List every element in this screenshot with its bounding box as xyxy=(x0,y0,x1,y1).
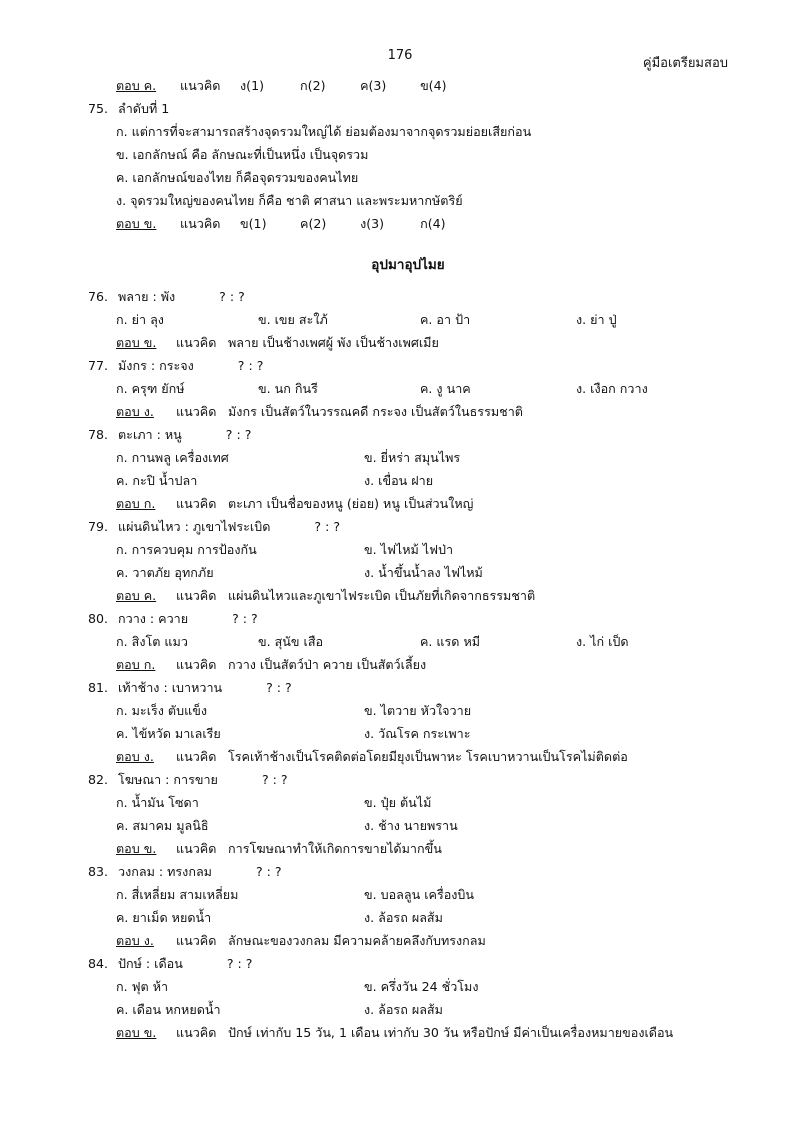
question-77 xyxy=(88,354,728,377)
question-mark: ? : ? xyxy=(226,956,253,971)
question-83 xyxy=(88,860,728,883)
question-mark: ? : ? xyxy=(261,772,288,787)
question-mark: ? : ? xyxy=(237,358,264,373)
answer-label: แนวคิด xyxy=(176,404,217,419)
answer-label: แนวคิด xyxy=(176,841,217,856)
choice-option: ค. เดือน หกหยดน้ำ xyxy=(116,1002,221,1017)
sequence-item: ก(2) xyxy=(300,78,326,93)
statement-line: ค. เอกลักษณ์ของไทย ก็คือจุดรวมของคนไทย xyxy=(116,170,359,185)
choice-option: ง. เขื่อน ฝาย xyxy=(364,473,434,488)
answer-explanation: พลาย เป็นช้างเพศผู้ พัง เป็นช้างเพศเมีย xyxy=(228,335,439,350)
answer-label: แนวคิด xyxy=(176,933,217,948)
sequence-item: ข(1) xyxy=(240,216,267,231)
sequence-item: ง(1) xyxy=(240,78,265,93)
answer-label: แนวคิด xyxy=(180,78,221,93)
question-stem: โฆษณา : การขาย xyxy=(118,772,218,787)
choice-row xyxy=(88,308,728,331)
choice-row xyxy=(88,906,728,929)
choice-option: ง. ไก่ เป็ด xyxy=(576,634,629,649)
answer-label: แนวคิด xyxy=(176,588,217,603)
question-mark: ? : ? xyxy=(232,611,258,626)
choice-option: ก. สิงโต แมว xyxy=(116,634,188,649)
choice-option: ง. วัณโรค กระเพาะ xyxy=(364,726,471,741)
choice-option: ข. ไฟไหม้ ไฟป่า xyxy=(364,542,454,557)
answer-explanation: การโฆษณาทำให้เกิดการขายได้มากขึ้น xyxy=(228,841,442,856)
answer-line xyxy=(88,745,728,768)
question-84 xyxy=(88,952,728,975)
choice-option: ก. มะเร็ง ตับแข็ง xyxy=(116,703,207,718)
choice-option: ค. ไข้หวัด มาเลเรีย xyxy=(116,726,221,741)
question-list xyxy=(88,285,728,1044)
answer-label: แนวคิด xyxy=(176,496,217,511)
answer-key: ตอบ ง. xyxy=(116,749,154,764)
choice-option: ค. แรด หมี xyxy=(420,634,481,649)
question-stem: เท้าช้าง : เบาหวาน xyxy=(118,680,223,695)
choice-option: ค. ยาเม็ด หยดน้ำ xyxy=(116,910,212,925)
question-stem: กวาง : ควาย xyxy=(118,611,189,626)
question-82 xyxy=(88,768,728,791)
answer-line xyxy=(88,584,728,607)
question-75 xyxy=(88,97,728,120)
question-mark: ? : ? xyxy=(255,864,282,879)
question-mark: ? : ? xyxy=(266,680,292,695)
question-stem: ปักษ์ : เดือน xyxy=(118,956,183,971)
choice-option: ก. ฟุต ห้า xyxy=(116,979,169,994)
choice-option: ง. เงือก กวาง xyxy=(576,381,648,396)
sequence-item: ค(2) xyxy=(300,216,327,231)
answer-key: ตอบ ก. xyxy=(116,496,156,511)
choice-option: ค. งู นาค xyxy=(420,381,471,396)
question-text: ลำดับที่ 1 xyxy=(118,101,170,116)
choice-option: ข. ไตวาย หัวใจวาย xyxy=(364,703,472,718)
choice-option: ก. สี่เหลี่ยม สามเหลี่ยม xyxy=(116,887,239,902)
choice-option: ก. ย่า ลุง xyxy=(116,312,164,327)
choice-option: ก. น้ำมัน โซดา xyxy=(116,795,199,810)
statement-line: ก. แต่การที่จะสามารถสร้างจุดรวมใหญ่ได้ ย่อมต้องมาจากจุดรวมย่อยเสียก่อน xyxy=(116,124,532,139)
answer-key: ตอบ ค. xyxy=(116,78,157,93)
question-number: 83. xyxy=(88,864,109,879)
question-mark: ? : ? xyxy=(225,427,252,442)
choice-row xyxy=(88,446,728,469)
answer-explanation: โรคเท้าช้างเป็นโรคติดต่อโดยมียุงเป็นพาหะ โรคเบาหวานเป็นโรคไม่ติดต่อ xyxy=(228,749,628,764)
choice-row xyxy=(88,377,728,400)
choice-option: ข. ครึ่งวัน 24 ชั่วโมง xyxy=(364,979,479,994)
answer-label: แนวคิด xyxy=(180,216,221,231)
choice-option: ง. ล้อรถ ผลส้ม xyxy=(364,910,443,925)
page-content xyxy=(88,74,728,1044)
choice-row xyxy=(88,699,728,722)
choice-row xyxy=(88,630,728,653)
choice-row xyxy=(88,791,728,814)
answer-line xyxy=(88,929,728,952)
question-number: 81. xyxy=(88,680,109,695)
answer-line xyxy=(88,212,728,235)
question-number: 76. xyxy=(88,289,109,304)
question-76 xyxy=(88,285,728,308)
choice-row xyxy=(88,538,728,561)
answer-line xyxy=(88,1021,728,1044)
choice-row xyxy=(88,814,728,837)
section-title: อุปมาอุปไมย xyxy=(371,257,445,273)
choice-row xyxy=(88,469,728,492)
choice-option: ข. ปุ๋ย ต้นไม้ xyxy=(364,795,432,810)
question-number: 82. xyxy=(88,772,109,787)
answer-explanation: มังกร เป็นสัตว์ในวรรณคดี กระจง เป็นสัตว์ในธรรมชาติ xyxy=(228,404,523,419)
question-number: 84. xyxy=(88,956,109,971)
question-mark: ? : ? xyxy=(219,289,245,304)
answer-line xyxy=(88,653,728,676)
answer-explanation: แผ่นดินไหวและภูเขาไฟระเบิด เป็นภัยที่เกิดจากธรรมชาติ xyxy=(228,588,536,603)
page-number: 176 xyxy=(387,48,413,63)
choice-row xyxy=(88,998,728,1021)
choice-option: ก. การควบคุม การป้องกัน xyxy=(116,542,257,557)
answer-explanation: ปักษ์ เท่ากับ 15 วัน, 1 เดือน เท่ากับ 30 วัน หรือปักษ์ มีค่าเป็นเครื่องหมายของเดือน xyxy=(228,1025,674,1040)
answer-label: แนวคิด xyxy=(176,657,217,672)
answer-label: แนวคิด xyxy=(176,1025,217,1040)
answer-key: ตอบ ข. xyxy=(116,841,157,856)
choice-option: ก. กานพลู เครื่องเทศ xyxy=(116,450,229,465)
answer-line xyxy=(88,331,728,354)
choice-option: ก. ครุฑ ยักษ์ xyxy=(116,381,185,396)
choice-option: ข. บอลลูน เครื่องบิน xyxy=(364,887,475,902)
choice-option: ค. กะปิ น้ำปลา xyxy=(116,473,198,488)
question-stem: แผ่นดินไหว : ภูเขาไฟระเบิด xyxy=(118,519,271,534)
question-number: 78. xyxy=(88,427,109,442)
choice-row xyxy=(88,883,728,906)
choice-option: ง. น้ำขึ้นน้ำลง ไฟไหม้ xyxy=(364,565,483,580)
question-stem: วงกลม : ทรงกลม xyxy=(118,864,212,879)
answer-key: ตอบ ง. xyxy=(116,933,154,948)
question-number: 75. xyxy=(88,101,109,116)
answer-key: ตอบ ข. xyxy=(116,1025,157,1040)
sequence-item: ข(4) xyxy=(420,78,447,93)
choice-option: ง. ย่า ปู่ xyxy=(576,312,617,327)
sequence-item: ง(3) xyxy=(360,216,385,231)
answer-line xyxy=(88,74,728,97)
choice-option: ข. นก กินรี xyxy=(258,381,318,396)
statement-line: ข. เอกลักษณ์ คือ ลักษณะที่เป็นหนึ่ง เป็นจุดรวม xyxy=(116,147,369,162)
book-title: คู่มือเตรียมสอบ xyxy=(642,56,728,71)
answer-key: ตอบ ง. xyxy=(116,404,154,419)
choice-option: ข. สุนัข เสือ xyxy=(258,634,324,649)
answer-key: ตอบ ก. xyxy=(116,657,156,672)
statement-line: ง. จุดรวมใหญ่ของคนไทย ก็คือ ชาติ ศาสนา และพระมหากษัตริย์ xyxy=(116,193,463,208)
choice-option: ค. วาตภัย อุทกภัย xyxy=(116,565,214,580)
question-number: 77. xyxy=(88,358,109,373)
answer-key: ตอบ ข. xyxy=(116,216,157,231)
answer-explanation: กวาง เป็นสัตว์ป่า ควาย เป็นสัตว์เลี้ยง xyxy=(228,657,427,672)
answer-label: แนวคิด xyxy=(176,749,217,764)
answer-label: แนวคิด xyxy=(176,335,217,350)
question-number: 80. xyxy=(88,611,109,626)
question-stem: ตะเภา : หนู xyxy=(118,427,182,442)
question-78 xyxy=(88,423,728,446)
question-80 xyxy=(88,607,728,630)
choice-option: ค. สมาคม มูลนิธิ xyxy=(116,818,209,833)
question-81 xyxy=(88,676,728,699)
choice-option: ง. ล้อรถ ผลส้ม xyxy=(364,1002,443,1017)
choice-option: ข. เขย สะใภ้ xyxy=(258,312,328,327)
choice-row xyxy=(88,975,728,998)
question-number: 79. xyxy=(88,519,109,534)
choice-option: ข. ยี่หร่า สมุนไพร xyxy=(364,450,461,465)
answer-explanation: ตะเภา เป็นชื่อของหนู (ย่อย) หนู เป็นส่วนใหญ่ xyxy=(228,496,474,511)
question-stem: พลาย : พัง xyxy=(118,289,176,304)
choice-row xyxy=(88,722,728,745)
question-mark: ? : ? xyxy=(314,519,341,534)
choice-option: ง. ช้าง นายพราน xyxy=(364,818,458,833)
sequence-item: ก(4) xyxy=(420,216,446,231)
question-79 xyxy=(88,515,728,538)
sequence-item: ค(3) xyxy=(360,78,387,93)
answer-key: ตอบ ค. xyxy=(116,588,157,603)
answer-line xyxy=(88,400,728,423)
choice-option: ค. อา ป้า xyxy=(420,312,471,327)
answer-explanation: ลักษณะของวงกลม มีความคล้ายคลึงกับทรงกลม xyxy=(228,933,486,948)
choice-row xyxy=(88,561,728,584)
answer-line xyxy=(88,492,728,515)
answer-line xyxy=(88,837,728,860)
answer-key: ตอบ ข. xyxy=(116,335,157,350)
question-stem: มังกร : กระจง xyxy=(118,358,194,373)
